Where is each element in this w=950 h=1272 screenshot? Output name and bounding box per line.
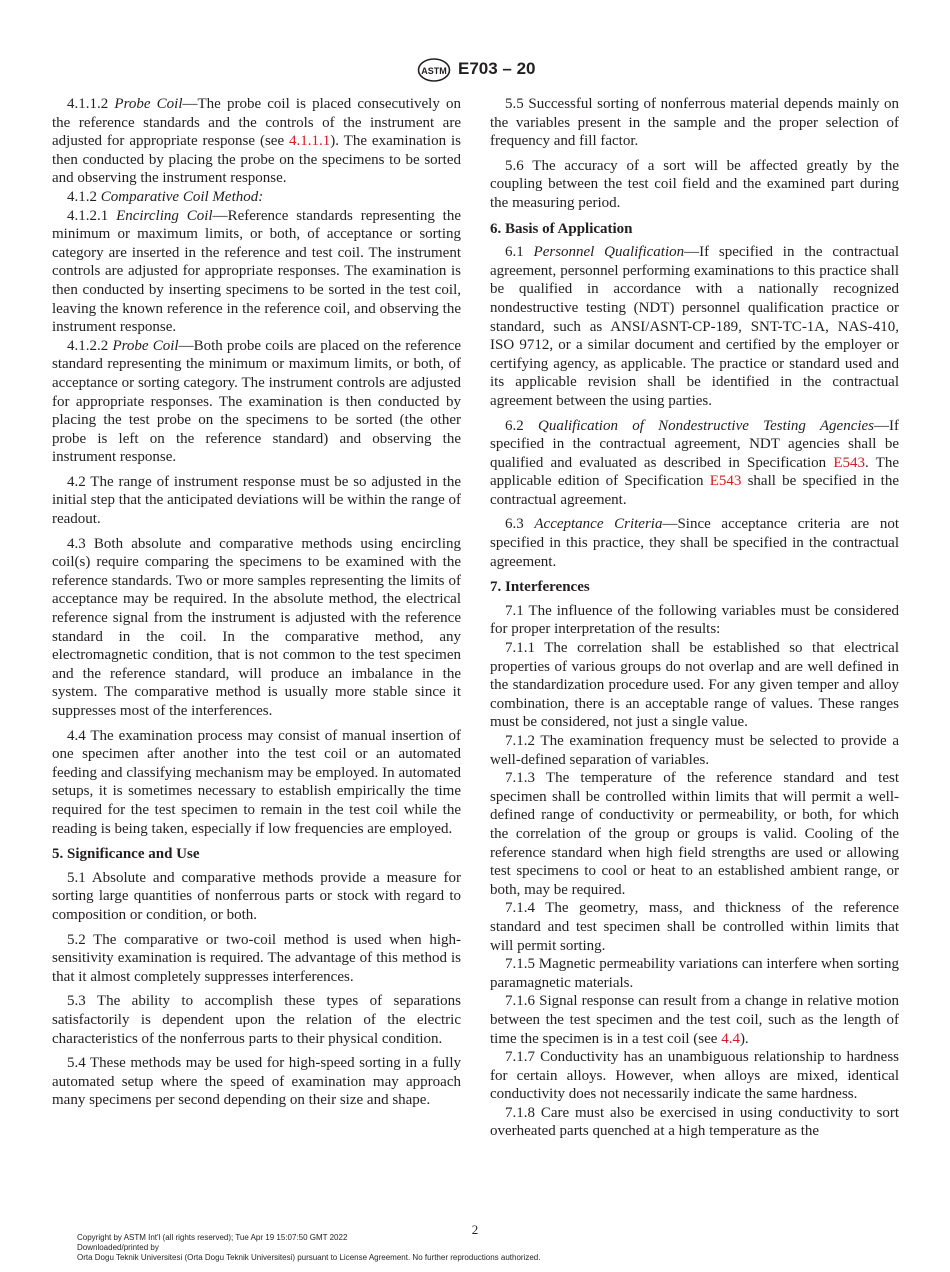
astm-logo-icon bbox=[417, 58, 451, 82]
copyright-footer bbox=[77, 1233, 540, 1263]
xref-4-4[interactable]: 4.4 bbox=[721, 1030, 740, 1047]
xref-e543[interactable]: E543 bbox=[709, 473, 742, 490]
para-4-1-1-2: 4.1.1.2 Probe Coil—The probe coil is placed consecutively on the reference standards and the controls of the instrument are adjusted for appropriate response (see 4.1.1.1). The examination is then conducted by placing the probe on the specimens to be sorted and observing the instrument response. bbox=[52, 96, 461, 187]
left-column bbox=[52, 95, 461, 1110]
para-5-6: 5.6 The accuracy of a sort will be affected greatly by the coupling between the test coil field and the examined part during the measuring period. bbox=[490, 157, 899, 211]
para-4-1-2-2: 4.1.2.2 Probe Coil—Both probe coils are placed on the reference standard representing the minimum or maximum limits, or both, of acceptance or sorting category. The instrument controls are adjusted for appropriate responses. The examination is then conducted by placing the test probe on the specimens to be sorted (the other probe is left on the reference standard) and observing the instrument response. bbox=[52, 337, 461, 466]
section-heading-5: 5. Significance and Use bbox=[52, 846, 200, 863]
para-4-1-2: 4.1.2 Comparative Coil Method: bbox=[67, 188, 264, 205]
para-7-1-1: 7.1.1 The correlation shall be established so that electrical properties of various groups do not overlap and are well defined in the standardization procedure used. For any given temper and alloy combination, there is an acceptable range of values. These ranges must be considered, not just a single value. bbox=[490, 640, 899, 731]
footer-line: Downloaded/printed by bbox=[77, 1243, 159, 1252]
para-4-1-2-1: 4.1.2.1 Encircling Coil—Reference standards representing the minimum or maximum limits, or both, of acceptance or sorting category are inserted in the reference and test coil. The instrument controls are adjusted for appropriate responses. The examination is then conducted by inserting specimens to be sorted in the test coil, leaving the known reference in the reference coil, and observing the instrument response. bbox=[52, 207, 462, 336]
footer-line: Orta Dogu Teknik Universitesi (Orta Dogu Teknik Universitesi) pursuant to License Agreement. No further reproductions authorized. bbox=[77, 1253, 541, 1262]
para-6-2: 6.2 Qualification of Nondestructive Testing Agencies—If specified in the contractual agreement, NDT agencies shall be qualified and evaluated as described in Specification E543. The applicable edition of Specification E543 shall be specified in the contractual agreement. bbox=[490, 417, 900, 508]
para-4-2: 4.2 The range of instrument response must be so adjusted in the initial step that the anticipated deviations will be within the range of readout. bbox=[52, 473, 461, 528]
page-header bbox=[0, 58, 950, 82]
para-5-3: 5.3 The ability to accomplish these types of separations satisfactorily is dependent upon the relation of the electric characteristics of the nonferrous parts to their physical condition. bbox=[52, 993, 461, 1047]
para-7-1-4: 7.1.4 The geometry, mass, and thickness of the reference standard and test specimen shall be controlled within limits that will permit sorting. bbox=[490, 900, 899, 954]
para-5-2: 5.2 The comparative or two-coil method is used when high-sensitivity examination is required. The advantage of this method is that it almost completely suppresses interferences. bbox=[52, 931, 461, 985]
xref-4-1-1-1[interactable]: 4.1.1.1 bbox=[289, 133, 331, 150]
para-7-1-3: 7.1.3 The temperature of the reference standard and test specimen shall be controlled within limits that will permit a well-defined range of conductivity or permeability, or both, for which the correlation of the group or groups is valid. Cooling of the reference standard when high field strengths are used or allowing test specimens to cool or heat to an established ambient range, or both, may be required. bbox=[490, 770, 899, 898]
logo-text: ASTM bbox=[421, 66, 447, 76]
para-7-1-6: 7.1.6 Signal response can result from a change in relative motion between the test specimen and the test coil, such as the length of time the specimen is in a test coil (see 4.4). bbox=[490, 993, 899, 1047]
para-7-1-8: 7.1.8 Care must also be exercised in using conductivity to sort overheated parts quenched at a high temperature as the bbox=[490, 1104, 899, 1140]
para-4-3: 4.3 Both absolute and comparative methods using encircling coil(s) require comparing the specimens to be examined with the reference standards. Two or more samples representing the limits of acceptance may be required. In the absolute method, the electrical reference signal from the instrument is adjusted with the reference standard in the coil. In the comparative method, any electromagnetic condition, that is not common to the test specimen and the reference standard, will produce an imbalance in the system. The comparative method is usually more stable since it suppresses most of the interferences. bbox=[52, 535, 461, 719]
page-number: 2 bbox=[471, 1222, 479, 1237]
para-7-1-7: 7.1.7 Conductivity has an unambiguous relationship to hardness for certain alloys. However, when alloys are mixed, identical conductivity does not necessarily indicate the same hardness. bbox=[490, 1049, 899, 1103]
xref-e543[interactable]: E543 bbox=[833, 454, 866, 471]
footer-line: Copyright by ASTM Int'l (all rights reserved); Tue Apr 19 15:07:50 GMT 2022 bbox=[77, 1233, 348, 1242]
section-heading-6: 6. Basis of Application bbox=[490, 220, 633, 237]
para-7-1: 7.1 The influence of the following variables must be considered for proper interpretation of the results: bbox=[490, 602, 899, 638]
para-6-1: 6.1 Personnel Qualification—If specified in the contractual agreement, personnel performing examinations to this practice shall be qualified in accordance with a nationally recognized nondestructive testing (NDT) personnel qualification practice or standard, such as ANSI/ASNT-CP-189, SNT-TC-1A, NAS-410, ISO 9712, or a similar document and certified by the employer or certifying agency, as applicable. The practice or standard used and its applicable revision shall be identified in the contractual agreement between the using parties. bbox=[490, 244, 899, 409]
para-5-4: 5.4 These methods may be used for high-speed sorting in a fully automated setup where the speed of examination may approach many specimens per second depending on their size and shape. bbox=[52, 1055, 461, 1109]
para-6-3: 6.3 Acceptance Criteria—Since acceptance criteria are not specified in this practice, they shall be specified in the contractual agreement. bbox=[490, 516, 899, 570]
section-heading-7: 7. Interferences bbox=[490, 579, 590, 596]
para-5-5: 5.5 Successful sorting of nonferrous material depends mainly on the variables present in the sample and the proper selection of frequency and fill factor. bbox=[490, 96, 899, 150]
para-7-1-2: 7.1.2 The examination frequency must be selected to provide a well-defined separation of variables. bbox=[490, 733, 899, 768]
right-column bbox=[490, 95, 899, 1141]
standard-designation: E703 – 20 bbox=[458, 59, 536, 78]
para-7-1-5: 7.1.5 Magnetic permeability variations can interfere when sorting paramagnetic materials. bbox=[490, 956, 899, 991]
para-4-4: 4.4 The examination process may consist of manual insertion of one specimen after another into the test coil or an automated feeding and classifying mechanism may be employed. In automated setups, it is sometimes necessary to establish empirically the time required for the test specimen to remain in the test coil while the reading is being taken, especially if low frequencies are employed. bbox=[52, 727, 461, 837]
para-5-1: 5.1 Absolute and comparative methods provide a measure for sorting large quantities of nonferrous parts or stock with regard to composition or condition, or both. bbox=[52, 869, 461, 923]
